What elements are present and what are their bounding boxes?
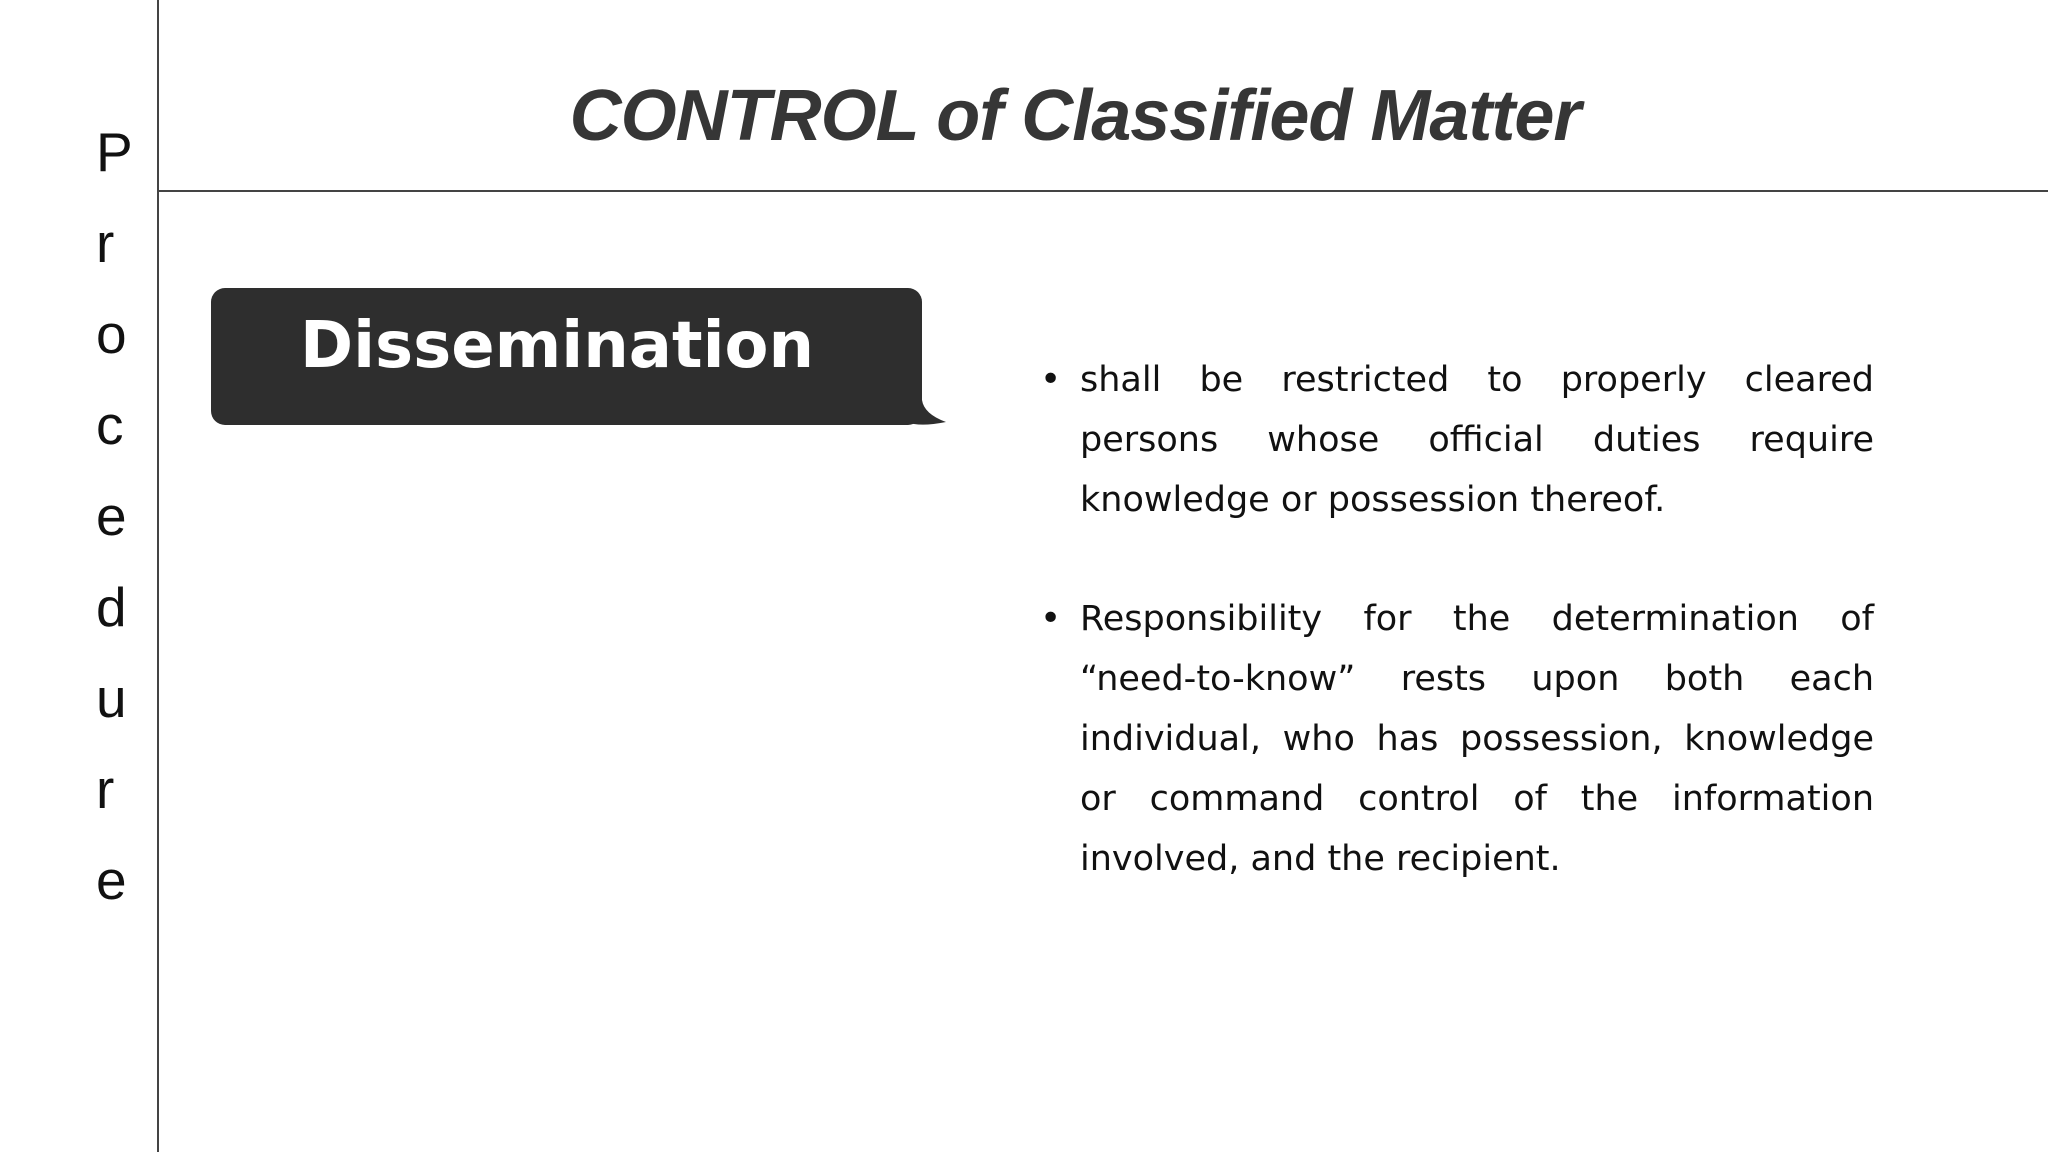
side-letter: r [96, 212, 115, 274]
side-letter: e [96, 849, 127, 911]
list-item [1040, 589, 1874, 889]
bullet-text: Responsibility for the determination of “need-to-know” rests upon both each individual, who has possession, knowledge or command control of the information involved, and the recipient. [1080, 599, 1874, 879]
side-letter: u [96, 667, 127, 729]
speech-bubble-tail-icon [900, 390, 950, 430]
side-letter: e [96, 485, 127, 547]
side-letter: o [96, 303, 127, 365]
list-item [1040, 350, 1874, 530]
side-letter: r [96, 758, 115, 820]
side-label-procedure [60, 112, 170, 931]
page-title: CONTROL of Classified Matter [569, 76, 1581, 156]
bullet-icon: • [1040, 598, 1062, 639]
horizontal-divider [157, 190, 2048, 192]
side-letter: d [96, 576, 127, 638]
bullet-icon: • [1040, 359, 1062, 400]
section-heading: Dissemination [299, 309, 815, 383]
side-letter: c [96, 394, 124, 456]
bullet-list [1040, 350, 1874, 948]
bullet-text: shall be restricted to properly cleared persons whose official duties require knowledge or possession thereof. [1080, 360, 1874, 520]
side-letter: P [96, 121, 133, 183]
